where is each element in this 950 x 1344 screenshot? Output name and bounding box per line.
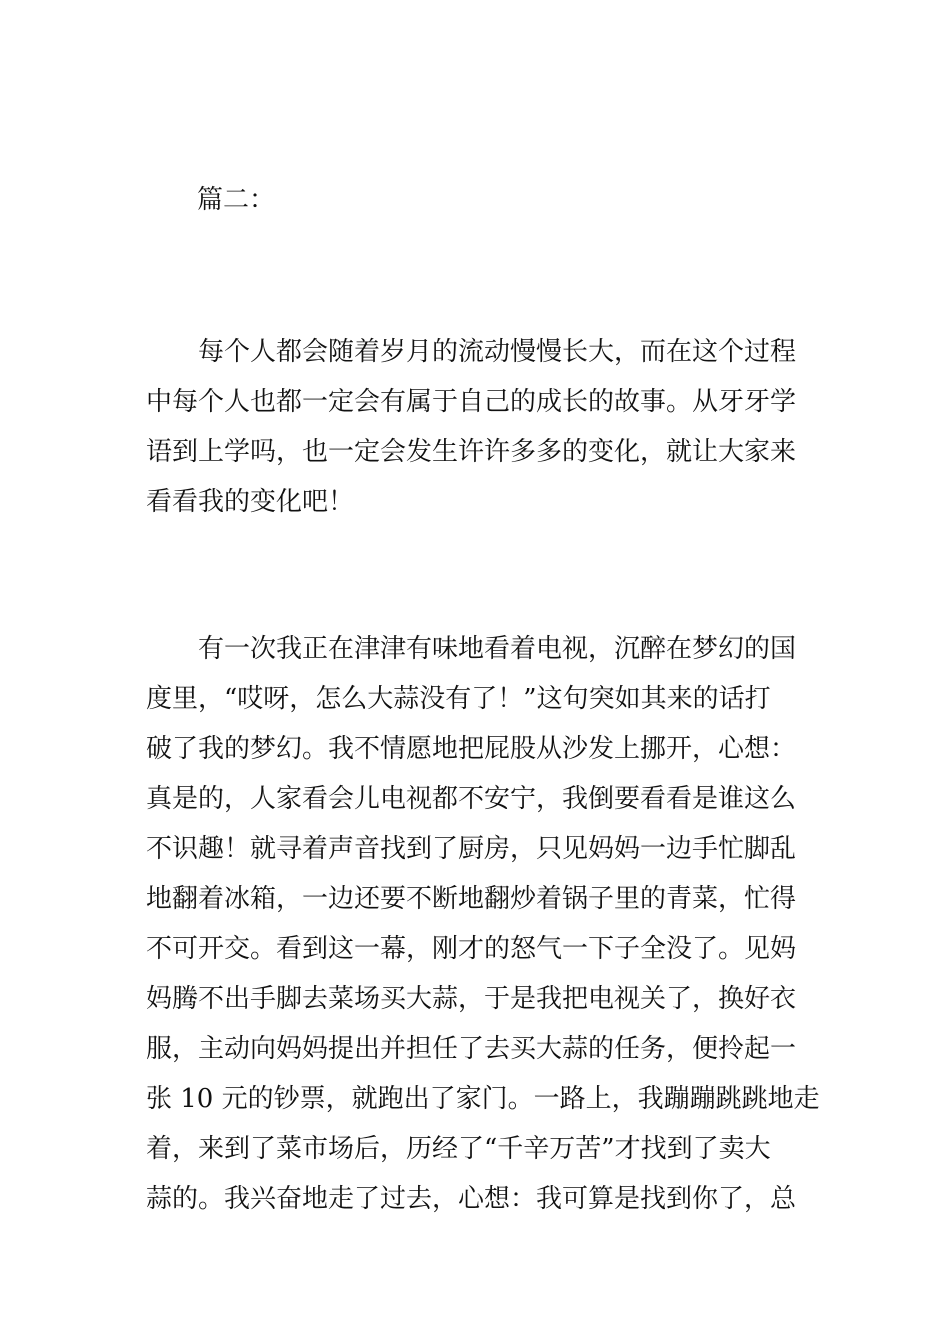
paragraph-story <box>146 624 820 1224</box>
paragraph-line: 蒜的。我兴奋地走了过去，心想：我可算是找到你了，总 <box>146 1184 797 1214</box>
paragraph-line: 不识趣！就寻着声音找到了厨房，只见妈妈一边手忙脚乱 <box>146 834 797 864</box>
paragraph-line: 张 10 元的钞票，就跑出了家门。一路上，我蹦蹦跳跳地走 <box>146 1084 820 1114</box>
paragraph-line: 中每个人也都一定会有属于自己的成长的故事。从牙牙学 <box>146 387 797 417</box>
paragraph-line: 地翻着冰箱，一边还要不断地翻炒着锅子里的青菜，忙得 <box>146 884 797 914</box>
paragraph-line: 语到上学吗，也一定会发生许许多多的变化，就让大家来 <box>146 437 797 467</box>
paragraph-line: 妈腾不出手脚去菜场买大蒜，于是我把电视关了，换好衣 <box>146 984 797 1014</box>
paragraph-line: 服，主动向妈妈提出并担任了去买大蒜的任务，便拎起一 <box>146 1034 797 1064</box>
paragraph-line: 着，来到了菜市场后，历经了“千辛万苦”才找到了卖大 <box>146 1134 771 1164</box>
paragraph-line: 每个人都会随着岁月的流动慢慢长大，而在这个过程 <box>198 337 797 367</box>
paragraph-line: 有一次我正在津津有味地看着电视，沉醉在梦幻的国 <box>198 634 797 664</box>
paragraph-line: 度里，“哎呀，怎么大蒜没有了！”这句突如其来的话打 <box>146 684 771 714</box>
paragraph-line: 真是的，人家看会儿电视都不安宁，我倒要看看是谁这么 <box>146 784 797 814</box>
paragraph-line: 看看我的变化吧！ <box>146 487 355 517</box>
paragraph-line: 破了我的梦幻。我不情愿地把屁股从沙发上挪开，心想： <box>146 734 797 764</box>
paragraph-intro <box>146 327 810 527</box>
paragraph-line: 不可开交。看到这一幕，刚才的怒气一下子全没了。见妈 <box>146 934 797 964</box>
section-heading: 篇二： <box>197 185 276 215</box>
